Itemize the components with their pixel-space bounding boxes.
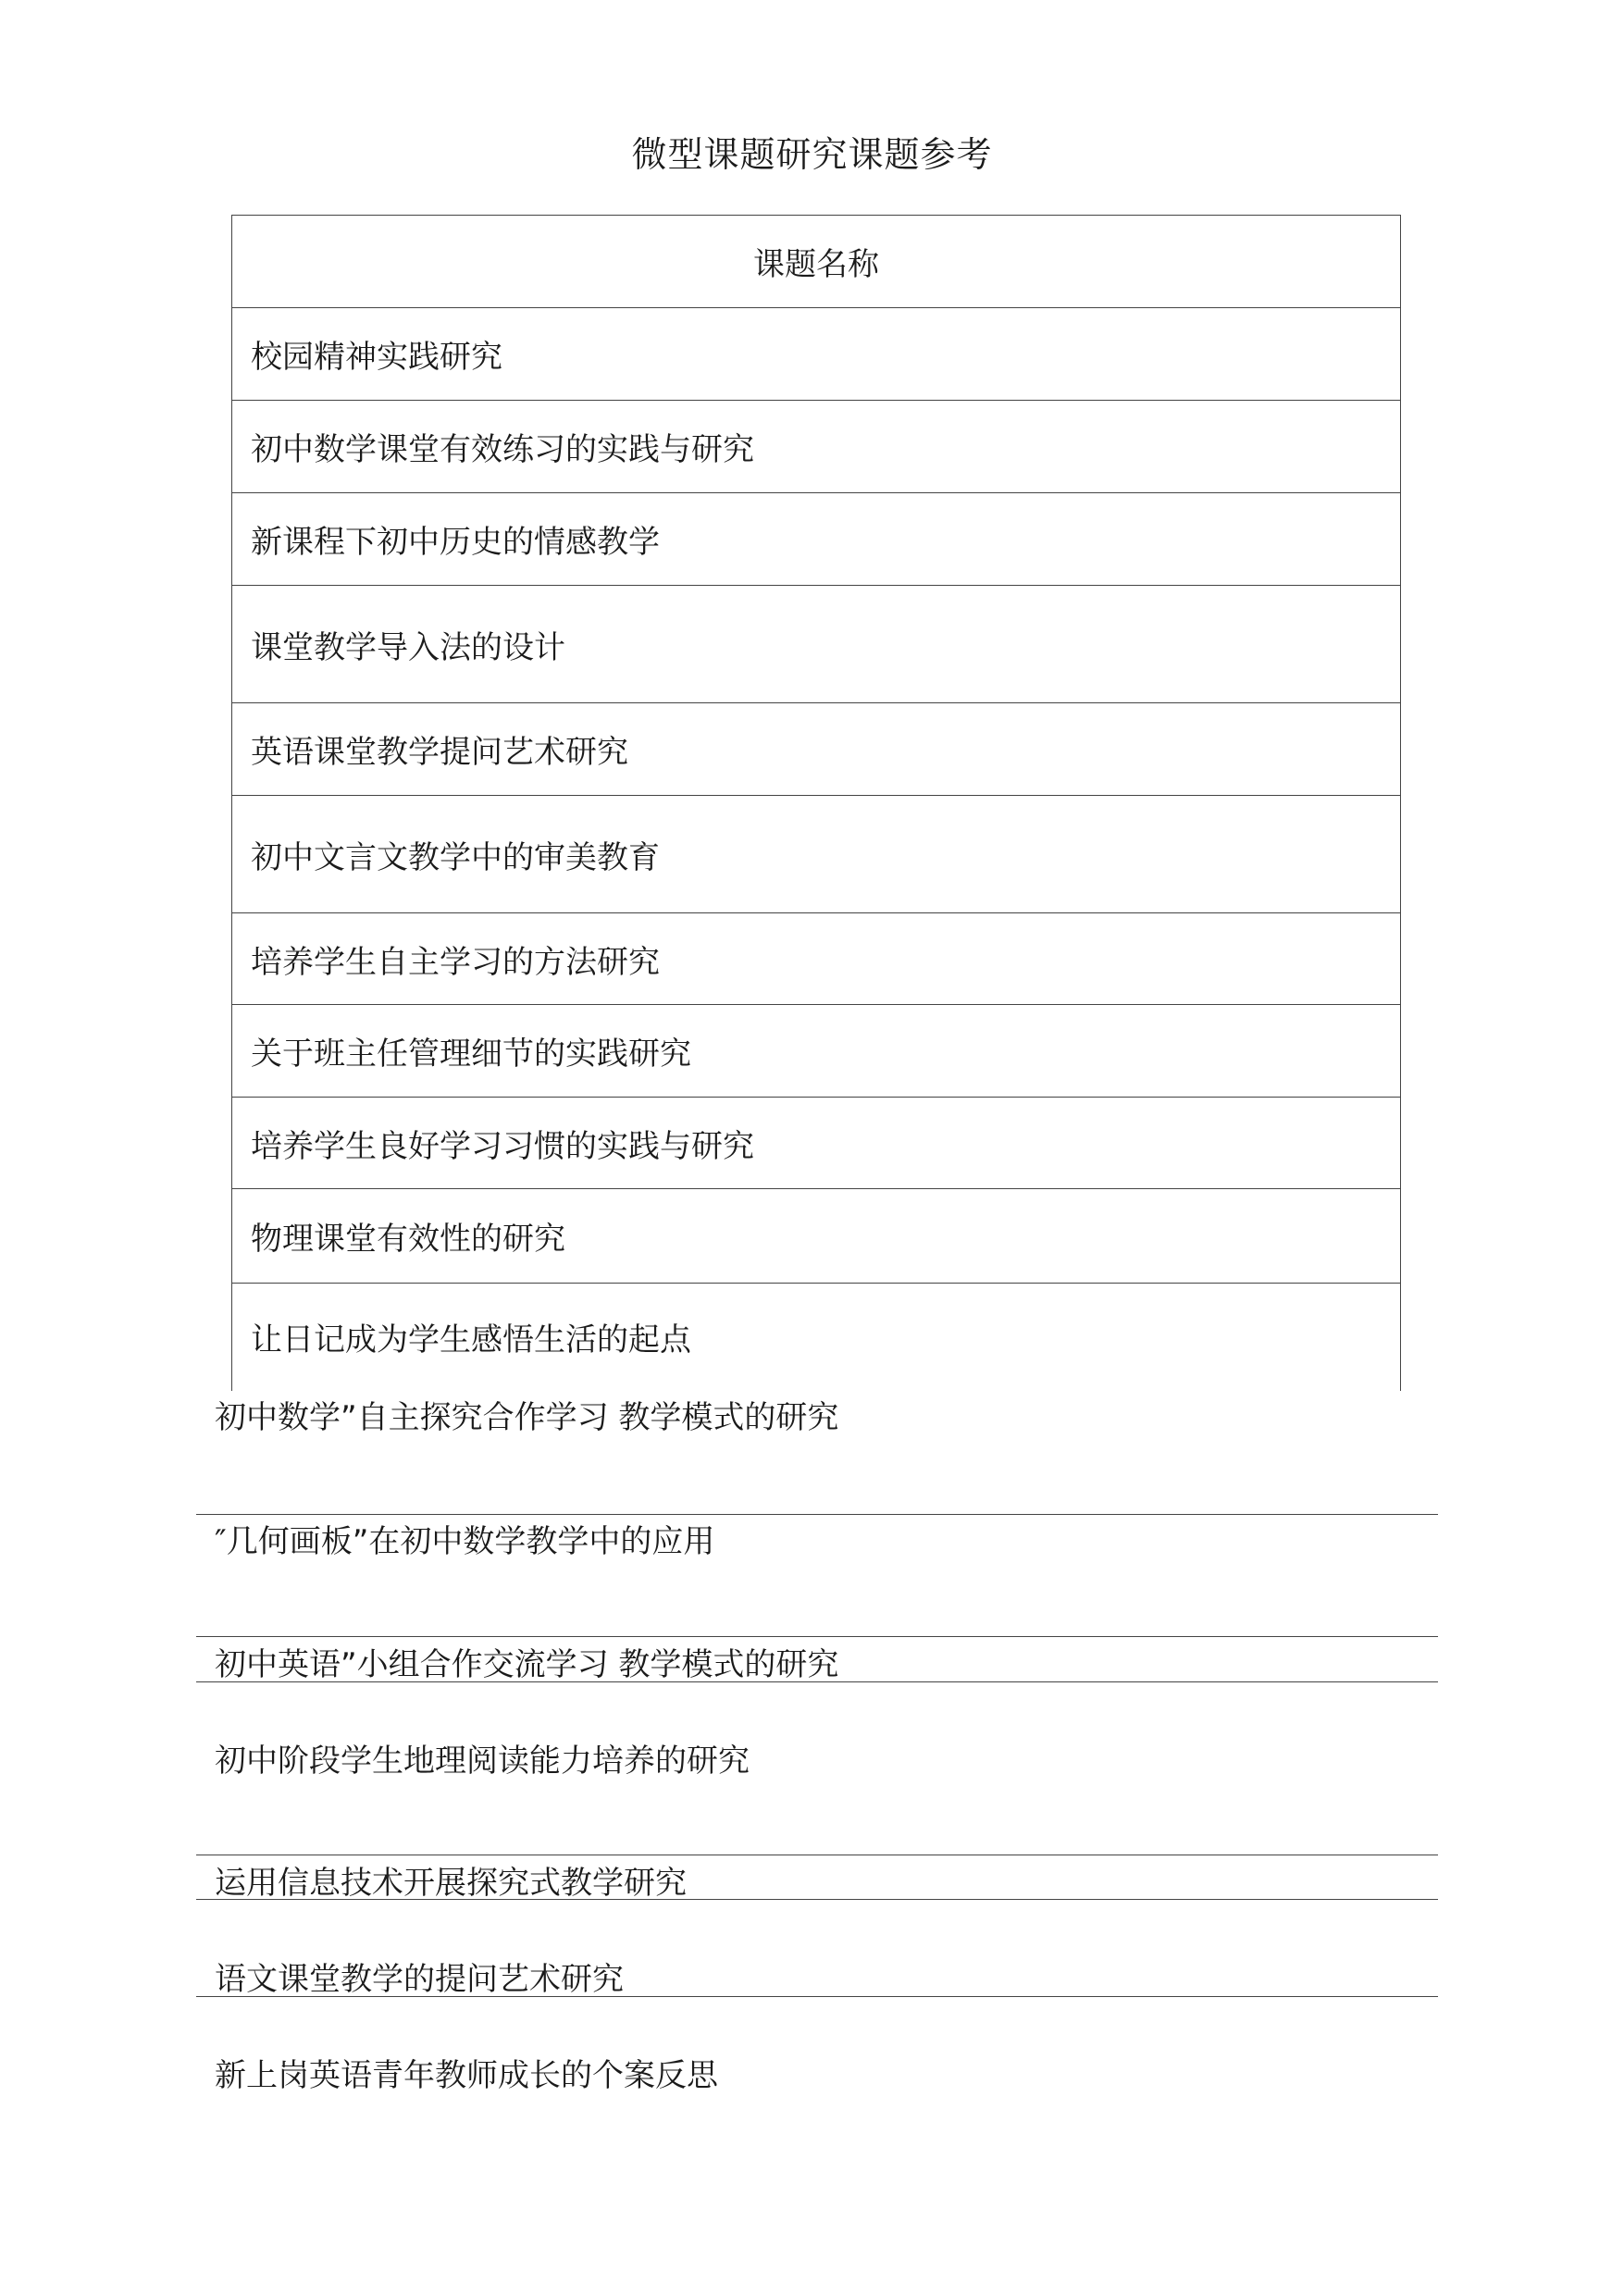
divider	[196, 1514, 1438, 1515]
table-cell: 英语课堂教学提问艺术研究	[232, 703, 1401, 796]
table-row	[232, 1098, 1401, 1189]
page-title: 微型课题研究课题参考	[631, 134, 993, 175]
table-row	[232, 401, 1401, 493]
table-cell: 关于班主任管理细节的实践研究	[232, 1005, 1401, 1098]
table-cell: 物理课堂有效性的研究	[232, 1189, 1401, 1284]
list-item: 运用信息技术开展探究式教学研究	[215, 1865, 687, 1902]
list-item: 初中数学”自主探究合作学习 教学模式的研究	[215, 1399, 839, 1436]
table-row	[232, 703, 1401, 796]
list-item: 初中阶段学生地理阅读能力培养的研究	[215, 1743, 750, 1780]
divider	[196, 1636, 1438, 1637]
table-row	[232, 586, 1401, 703]
table-header-cell: 课题名称	[232, 216, 1401, 308]
table-row	[232, 308, 1401, 401]
table-cell: 培养学生自主学习的方法研究	[232, 913, 1401, 1005]
table-row	[232, 796, 1401, 913]
list-item: 新上岗英语青年教师成长的个案反思	[215, 2057, 718, 2094]
table-cell: 校园精神实践研究	[232, 308, 1401, 401]
topic-table	[231, 215, 1401, 1391]
table-row	[232, 493, 1401, 586]
table-cell: 培养学生良好学习习惯的实践与研究	[232, 1098, 1401, 1189]
table-cell: 让日记成为学生感悟生活的起点	[232, 1284, 1401, 1391]
table-cell: 新课程下初中历史的情感教学	[232, 493, 1401, 586]
divider	[196, 1899, 1438, 1900]
list-item: 语文课堂教学的提问艺术研究	[215, 1961, 624, 1998]
table-cell: 课堂教学导入法的设计	[232, 586, 1401, 703]
table-row	[232, 1189, 1401, 1284]
list-item: ″几何画板”在初中数学教学中的应用	[215, 1523, 715, 1560]
list-item: 初中英语”小组合作交流学习 教学模式的研究	[215, 1646, 839, 1683]
table-row	[232, 1284, 1401, 1391]
table-cell: 初中文言文教学中的审美教育	[232, 796, 1401, 913]
table-row	[232, 913, 1401, 1005]
table-cell: 初中数学课堂有效练习的实践与研究	[232, 401, 1401, 493]
divider	[196, 1681, 1438, 1682]
table-header-row	[232, 216, 1401, 308]
table-row	[232, 1005, 1401, 1098]
divider	[196, 1996, 1438, 1997]
